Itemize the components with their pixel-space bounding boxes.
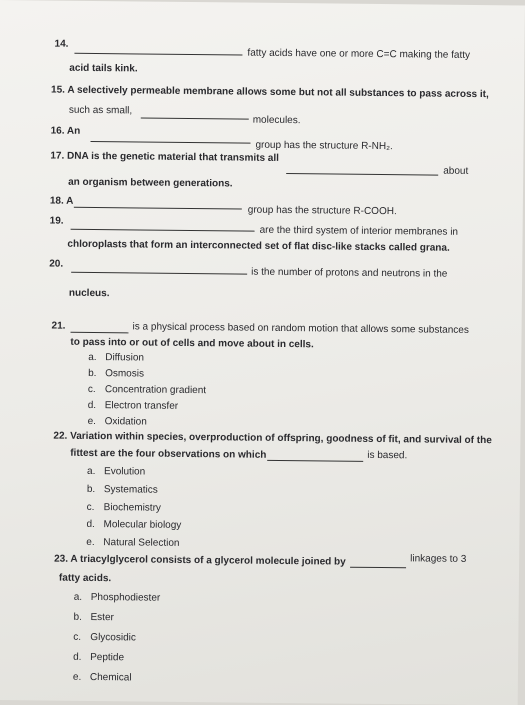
- question-text: group has the structure R-COOH.: [247, 204, 397, 218]
- question-text: 23. A triacylglycerol consists of a glycerol molecule joined by: [54, 553, 346, 568]
- choice-label: Evolution: [104, 466, 146, 478]
- choice-label: Osmosis: [105, 368, 145, 380]
- choice-letter: d.: [87, 399, 97, 412]
- choice-label: Chemical: [89, 671, 132, 684]
- question-text: an organism between generations.: [68, 176, 233, 190]
- answer-blank[interactable]: [141, 117, 249, 119]
- question-text: 22. Variation within species, overproduction of offspring, goodness of fit, and survival of the: [53, 430, 492, 447]
- answer-blank[interactable]: [71, 229, 255, 232]
- choice-label: Molecular biology: [103, 519, 182, 531]
- question-number: 20.: [49, 258, 64, 270]
- choice-letter: e.: [87, 415, 96, 428]
- question-text: chloroplasts that form an interconnected set of flat disc-like stacks called grana.: [67, 238, 450, 254]
- question-number: 16. An: [50, 125, 81, 137]
- answer-blank[interactable]: [267, 460, 363, 462]
- answer-blank[interactable]: [71, 332, 129, 334]
- answer-blank[interactable]: [74, 207, 242, 210]
- choice-letter: b.: [86, 483, 96, 496]
- question-number: 21.: [51, 320, 66, 332]
- question-text: is the number of protons and neutrons in the: [251, 266, 448, 280]
- question-number: 19.: [49, 215, 64, 227]
- question-text: fittest are the four observations on which: [70, 447, 267, 461]
- choice-label: Ester: [90, 611, 114, 624]
- choice-label: Concentration gradient: [104, 384, 207, 397]
- answer-blank[interactable]: [350, 567, 406, 569]
- question-14: [0, 0, 525, 75]
- choice-letter: d.: [86, 518, 95, 531]
- answer-blank[interactable]: [286, 173, 438, 176]
- choice-label: Natural Selection: [103, 537, 180, 549]
- question-text: are the third system of interior membranes in: [259, 224, 459, 238]
- answer-blank[interactable]: [74, 53, 242, 56]
- choice-label: Glycosidic: [90, 631, 136, 644]
- choice-label: Diffusion: [105, 352, 145, 364]
- choice-letter: c.: [87, 383, 96, 396]
- choice-letter: c.: [86, 501, 95, 514]
- choice-letter: b.: [73, 611, 82, 623]
- question-text: fatty acids have one or more C=C making the fatty: [247, 47, 471, 61]
- question-text: linkages to 3: [410, 553, 467, 565]
- question-text: is based.: [367, 449, 408, 462]
- choice-label: Electron transfer: [104, 400, 179, 412]
- choice-label: Phosphodiester: [90, 591, 161, 604]
- question-text: fatty acids.: [58, 572, 112, 585]
- question-text: 17. DNA is the genetic material that transmits all: [50, 150, 280, 164]
- choice-label: Biochemistry: [103, 502, 161, 514]
- choice-letter: d.: [73, 651, 82, 663]
- question-text: to pass into or out of cells and move about in cells.: [70, 336, 314, 351]
- question-text: molecules.: [252, 114, 301, 127]
- question-text: is a physical process based on random motion that allows some substances: [132, 321, 469, 336]
- question-number: 14.: [54, 38, 69, 50]
- choice-label: Peptide: [90, 651, 125, 664]
- question-number: 18. A: [49, 195, 74, 207]
- question-text: 15. A selectively permeable membrane allows some but not all substances to pass across it,: [51, 84, 489, 101]
- choice-letter: e.: [86, 536, 95, 549]
- choice-letter: c.: [73, 631, 82, 643]
- question-text: acid tails kink.: [69, 62, 138, 75]
- answer-blank[interactable]: [91, 141, 251, 144]
- choice-letter: b.: [88, 367, 97, 380]
- question-text: nucleus.: [68, 287, 110, 300]
- choice-label: Systematics: [103, 484, 158, 496]
- choice-letter: e.: [72, 671, 82, 683]
- choice-letter: a.: [87, 465, 96, 478]
- question-text: about: [443, 165, 469, 177]
- choice-label: Oxidation: [104, 416, 147, 428]
- question-text: such as small,: [68, 104, 133, 117]
- choice-letter: a.: [73, 591, 83, 603]
- answer-blank[interactable]: [71, 272, 247, 275]
- question-text: group has the structure R-NH₂.: [255, 139, 393, 153]
- choice-letter: a.: [88, 351, 97, 364]
